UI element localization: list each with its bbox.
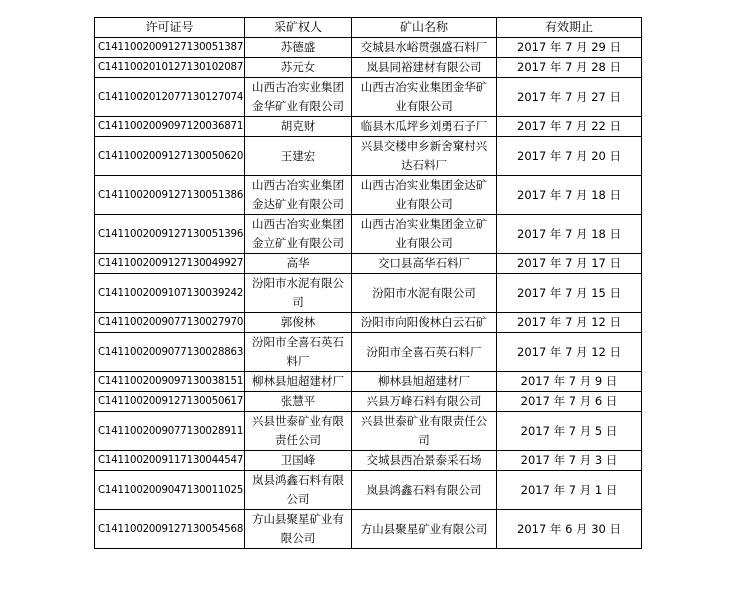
- holder-line: 山西古冶实业集团: [252, 217, 344, 231]
- holder-line: 王建宏: [280, 148, 316, 163]
- license-cell: C1411002009127130051386: [95, 176, 245, 215]
- mine-cell: [352, 78, 497, 117]
- header-holder: 采矿权人: [245, 18, 352, 38]
- expiry-cell: 2017 年 7 月 18 日: [497, 176, 642, 215]
- mine-cell: [352, 333, 497, 372]
- holder-line: 汾阳市全喜石英石: [252, 335, 344, 349]
- holder-line: 山西古冶实业集团: [252, 80, 344, 94]
- holder-cell: [245, 510, 352, 549]
- mine-cell: [352, 510, 497, 549]
- table-row: [95, 274, 642, 313]
- holder-cell: [245, 58, 352, 78]
- holder-cell: [245, 372, 352, 392]
- holder-line: 郭俊林: [280, 315, 316, 329]
- expiry-cell: 2017 年 7 月 1 日: [497, 471, 642, 510]
- mine-cell: [352, 137, 497, 176]
- license-cell: C1411002009127130051387: [95, 38, 245, 58]
- license-cell: C1411002009077130027970: [95, 313, 245, 333]
- mine-line: 汾阳市全喜石英石料厂: [366, 344, 482, 359]
- holder-cell: [245, 117, 352, 137]
- expiry-cell: 2017 年 7 月 29 日: [497, 38, 642, 58]
- holder-cell: [245, 215, 352, 254]
- mine-cell: [352, 313, 497, 333]
- mine-cell: [352, 451, 497, 471]
- holder-line: 料厂: [286, 354, 310, 368]
- holder-line: 公司: [286, 492, 310, 506]
- mine-line: 山西古冶实业集团金立矿: [360, 217, 488, 231]
- mine-line: 业有限公司: [395, 99, 453, 113]
- table-row: [95, 451, 642, 471]
- holder-line: 限公司: [280, 531, 316, 545]
- expiry-cell: 2017 年 7 月 17 日: [497, 254, 642, 274]
- license-cell: C1411002009077130028863: [95, 333, 245, 372]
- expiry-cell: 2017 年 7 月 20 日: [497, 137, 642, 176]
- mine-cell: [352, 176, 497, 215]
- table-row: [95, 471, 642, 510]
- holder-cell: [245, 333, 352, 372]
- expiry-cell: 2017 年 7 月 12 日: [497, 313, 642, 333]
- table-row: [95, 78, 642, 117]
- table-row: [95, 176, 642, 215]
- mine-line: 业有限公司: [395, 236, 453, 250]
- mine-line: 司: [418, 433, 430, 447]
- license-cell: C1411002009077130028911: [95, 412, 245, 451]
- header-license: 许可证号: [95, 18, 245, 38]
- holder-line: 苏德盛: [280, 40, 316, 54]
- expiry-cell: 2017 年 6 月 30 日: [497, 510, 642, 549]
- mine-cell: [352, 412, 497, 451]
- table-row: [95, 372, 642, 392]
- expiry-cell: 2017 年 7 月 12 日: [497, 333, 642, 372]
- mine-line: 山西古冶实业集团金华矿: [360, 80, 488, 94]
- license-cell: C1411002009097130038151: [95, 372, 245, 392]
- license-cell: C1411002009047130011025: [95, 471, 245, 510]
- table-row: [95, 215, 642, 254]
- mine-cell: [352, 215, 497, 254]
- mine-line: 兴县世泰矿业有限责任公: [360, 414, 488, 428]
- mine-line: 业有限公司: [395, 197, 453, 211]
- mine-cell: [352, 274, 497, 313]
- mine-cell: [352, 38, 497, 58]
- header-mine: 矿山名称: [352, 18, 497, 38]
- holder-cell: [245, 78, 352, 117]
- expiry-cell: 2017 年 7 月 3 日: [497, 451, 642, 471]
- holder-cell: [245, 254, 352, 274]
- holder-line: 山西古冶实业集团: [252, 178, 344, 192]
- holder-line: 兴县世泰矿业有限: [252, 414, 344, 428]
- holder-cell: [245, 451, 352, 471]
- mine-line: 兴县万峰石料有限公司: [366, 394, 482, 408]
- holder-cell: [245, 176, 352, 215]
- holder-line: 苏元女: [280, 60, 316, 74]
- license-cell: C1411002009097120036871: [95, 117, 245, 137]
- license-cell: C1411002009127130051396: [95, 215, 245, 254]
- license-cell: C1411002010127130102087: [95, 58, 245, 78]
- table-row: [95, 254, 642, 274]
- holder-cell: [245, 38, 352, 58]
- table-row: [95, 137, 642, 176]
- holder-cell: [245, 412, 352, 451]
- license-cell: C1411002012077130127074: [95, 78, 245, 117]
- table-row: [95, 510, 642, 549]
- holder-line: 金达矿业有限公司: [252, 197, 344, 211]
- holder-cell: [245, 137, 352, 176]
- mine-cell: [352, 117, 497, 137]
- holder-line: 金立矿业有限公司: [252, 236, 344, 250]
- table-row: [95, 38, 642, 58]
- mine-line: 柳林县旭超建材厂: [378, 374, 470, 388]
- mine-line: 方山县聚星矿业有限公司: [360, 521, 488, 536]
- holder-cell: [245, 392, 352, 412]
- table-row: [95, 333, 642, 372]
- mine-cell: [352, 471, 497, 510]
- expiry-cell: 2017 年 7 月 22 日: [497, 117, 642, 137]
- holder-line: 汾阳市水泥有限公: [252, 276, 344, 290]
- mine-line: 岚县鸿鑫石料有限公司: [366, 482, 482, 497]
- holder-cell: [245, 471, 352, 510]
- mine-line: 达石料厂: [401, 158, 447, 172]
- table-row: [95, 117, 642, 137]
- holder-line: 卫国峰: [280, 453, 316, 467]
- holder-line: 胡克财: [280, 119, 316, 133]
- license-cell: C1411002009117130044547: [95, 451, 245, 471]
- expiry-cell: 2017 年 7 月 15 日: [497, 274, 642, 313]
- holder-cell: [245, 274, 352, 313]
- expiry-cell: 2017 年 7 月 18 日: [497, 215, 642, 254]
- mine-line: 汾阳市向阳俊林白云石矿: [360, 315, 488, 329]
- holder-line: 岚县鸿鑫石料有限: [252, 473, 344, 487]
- mine-line: 交城县西冶景泰采石场: [366, 453, 482, 467]
- license-cell: C1411002009127130050617: [95, 392, 245, 412]
- header-row: [95, 18, 642, 38]
- holder-line: 金华矿业有限公司: [252, 99, 344, 113]
- expiry-cell: 2017 年 7 月 5 日: [497, 412, 642, 451]
- table-row: [95, 392, 642, 412]
- mine-line: 临县木瓜坪乡刘勇石子厂: [360, 119, 488, 133]
- mine-cell: [352, 372, 497, 392]
- holder-line: 责任公司: [275, 433, 321, 447]
- table-row: [95, 313, 642, 333]
- table-row: [95, 412, 642, 451]
- holder-cell: [245, 313, 352, 333]
- holder-line: 柳林县旭超建材厂: [252, 374, 344, 388]
- holder-line: 司: [292, 295, 304, 309]
- mine-line: 山西古冶实业集团金达矿: [360, 178, 488, 192]
- license-cell: C1411002009127130054568: [95, 510, 245, 549]
- mine-line: 交口县高华石料厂: [378, 256, 470, 270]
- mine-line: 岚县同裕建材有限公司: [366, 60, 482, 74]
- expiry-cell: 2017 年 7 月 28 日: [497, 58, 642, 78]
- holder-line: 高华: [286, 256, 310, 270]
- holder-line: 方山县聚星矿业有: [252, 512, 344, 526]
- holder-line: 张慧平: [280, 394, 316, 408]
- mine-line: 交城县水峪贯强盛石料厂: [360, 40, 488, 54]
- permit-table: [94, 17, 642, 549]
- expiry-cell: 2017 年 7 月 6 日: [497, 392, 642, 412]
- expiry-cell: 2017 年 7 月 27 日: [497, 78, 642, 117]
- mine-cell: [352, 254, 497, 274]
- expiry-cell: 2017 年 7 月 9 日: [497, 372, 642, 392]
- mine-cell: [352, 392, 497, 412]
- license-cell: C1411002009127130049927: [95, 254, 245, 274]
- license-cell: C1411002009107130039242: [95, 274, 245, 313]
- header-expiry: 有效期止: [497, 18, 642, 38]
- mine-cell: [352, 58, 497, 78]
- table-row: [95, 58, 642, 78]
- mine-line: 汾阳市水泥有限公司: [372, 285, 476, 300]
- license-cell: C1411002009127130050620: [95, 137, 245, 176]
- table-body: [95, 38, 642, 549]
- mine-line: 兴县交楼申乡新舍窠村兴: [360, 139, 488, 153]
